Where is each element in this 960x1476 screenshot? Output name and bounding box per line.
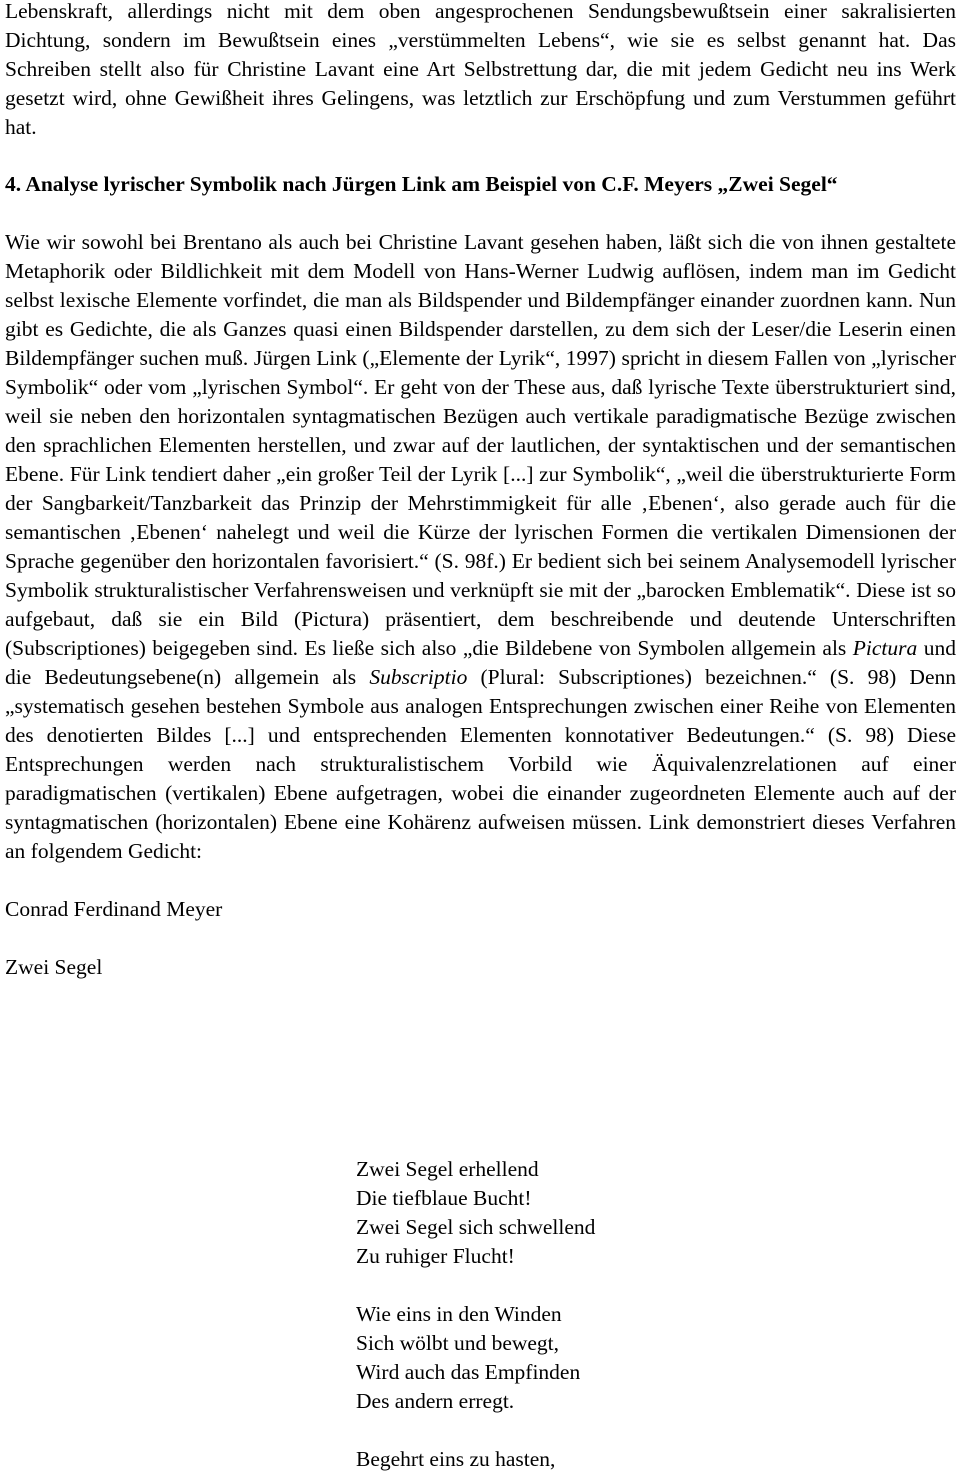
section-heading: 4. Analyse lyrischer Symbolik nach Jürgen Link am Beispiel von C.F. Meyers „Zwei Segel“ — [5, 172, 838, 196]
paragraph-analysis — [5, 228, 956, 866]
poem-line: Des andern erregt. — [356, 1389, 515, 1413]
poem-line: Sich wölbt und bewegt, — [356, 1331, 560, 1355]
poem-stanza-2 — [356, 1300, 916, 1416]
poem-stanza-3 — [356, 1445, 916, 1474]
poem-title: Zwei Segel — [5, 955, 103, 979]
poem-line: Wie eins in den Winden — [356, 1302, 562, 1326]
poem-stanza-1 — [356, 1155, 916, 1271]
poem-line: Zu ruhiger Flucht! — [356, 1244, 515, 1268]
term-pictura: Pictura — [852, 636, 918, 660]
poem-line: Zwei Segel sich schwellend — [356, 1215, 596, 1239]
paragraph-analysis-part1: Wie wir sowohl bei Brentano als auch bei Christine Lavant gesehen haben, läßt sich die von ihnen gestaltete Metaphorik oder Bildlichkeit mit dem Modell von Hans-Werner Ludwig auflösen, indem man im Gedicht selbst lexische Elemente vorfindet, die man als Bildspender und Bildempfänger einander zuordnen kann. Nun gibt es Gedichte, die als Ganzes quasi einen Bildspender darstellen, zu dem sich der Leser/die Leserin einen Bildempfänger suchen muß. Jürgen Link („Elemente der Lyrik“, 1997) spricht in diesem Fallen von „lyrischer Symbolik“ oder vom „lyrischen Symbol“. Er geht von der These aus, daß lyrische Texte überstrukturiert sind, weil sie neben den horizontalen syntagmatischen Bezügen auch vertikale paradigmatische Bezüge zwischen den sprachlichen Elementen herstellen, und zwar auf der lautlichen, der syntaktischen und der semantischen Ebene. Für Link tendiert daher „ein großer Teil der Lyrik [...] zur Symbolik“, „weil die überstrukturierte Form der Sangbarkeit/Tanzbarkeit das Prinzip der Mehrstimmigkeit für alle ‚Ebenen‘, also gerade auch für die semantischen ‚Ebenen‘ nahelegt und weil die Kürze der lyrischen Formen die vertikalen Dimensionen der Sprache gegenüber den horizontalen favorisiert.“ (S. 98f.) Er bedient sich bei seinem Analysemodell lyrischer Symbolik strukturalistischer Verfahrensweisen und verknüpft sie mit der „barocken Emblematik“. Diese ist so aufgebaut, daß sie ein Bild (Pictura) präsentiert, dem beschreibende und deutende Unterschriften (Subscriptiones) beigegeben sind. Es ließe sich also „die Bildebene von Symbolen allgemein als — [5, 230, 956, 660]
poem-line: Wird auch das Empfinden — [356, 1360, 581, 1384]
poem-line: Zwei Segel erhellend — [356, 1157, 539, 1181]
poem-author: Conrad Ferdinand Meyer — [5, 897, 223, 921]
term-subscriptio: Subscriptio — [369, 665, 468, 689]
paragraph-analysis-part2: und die Bedeutungsebene(n) allgemein als — [5, 636, 957, 689]
paragraph-analysis-part3: (Plural: Subscriptiones) bezeichnen.“ (S. 98) Denn „systematisch gesehen bestehen Symbole aus analogen Entsprechungen zwischen einer Reihe von Elementen des denotierten Bildes [...] und entsprechenden Elementen konnotativer Bedeutungen.“ (S. 98) Diese Entsprechungen werden nach strukturalistischem Vorbild wie Äquivalenzrelationen auf einer paradigmatischen (vertikalen) Ebene aufgetragen, wobei die einander zugeordneten Elemente auch auf der syntagmatischen (horizontalen) Ebene eine Kohärenz aufweisen müssen. Link demonstriert dieses Verfahren an folgendem Gedicht: — [5, 665, 956, 863]
document-page — [5, 0, 956, 982]
poem-body — [356, 1155, 916, 1474]
poem-line: Die tiefblaue Bucht! — [356, 1186, 532, 1210]
paragraph-intro: Lebenskraft, allerdings nicht mit dem oben angesprochenen Sendungsbewußtsein einer sakralisierten Dichtung, sondern im Bewußtsein eines „verstümmelten Lebens“, wie sie es selbst genannt hat. Das Schreiben stellt also für Christine Lavant eine Art Selbstrettung dar, die mit jedem Gedicht neu ins Werk gesetzt wird, ohne Gewißheit ihres Gelingens, was letztlich zur Erschöpfung und zum Verstummen geführt hat. — [5, 0, 956, 139]
poem-line: Begehrt eins zu hasten, — [356, 1447, 556, 1471]
